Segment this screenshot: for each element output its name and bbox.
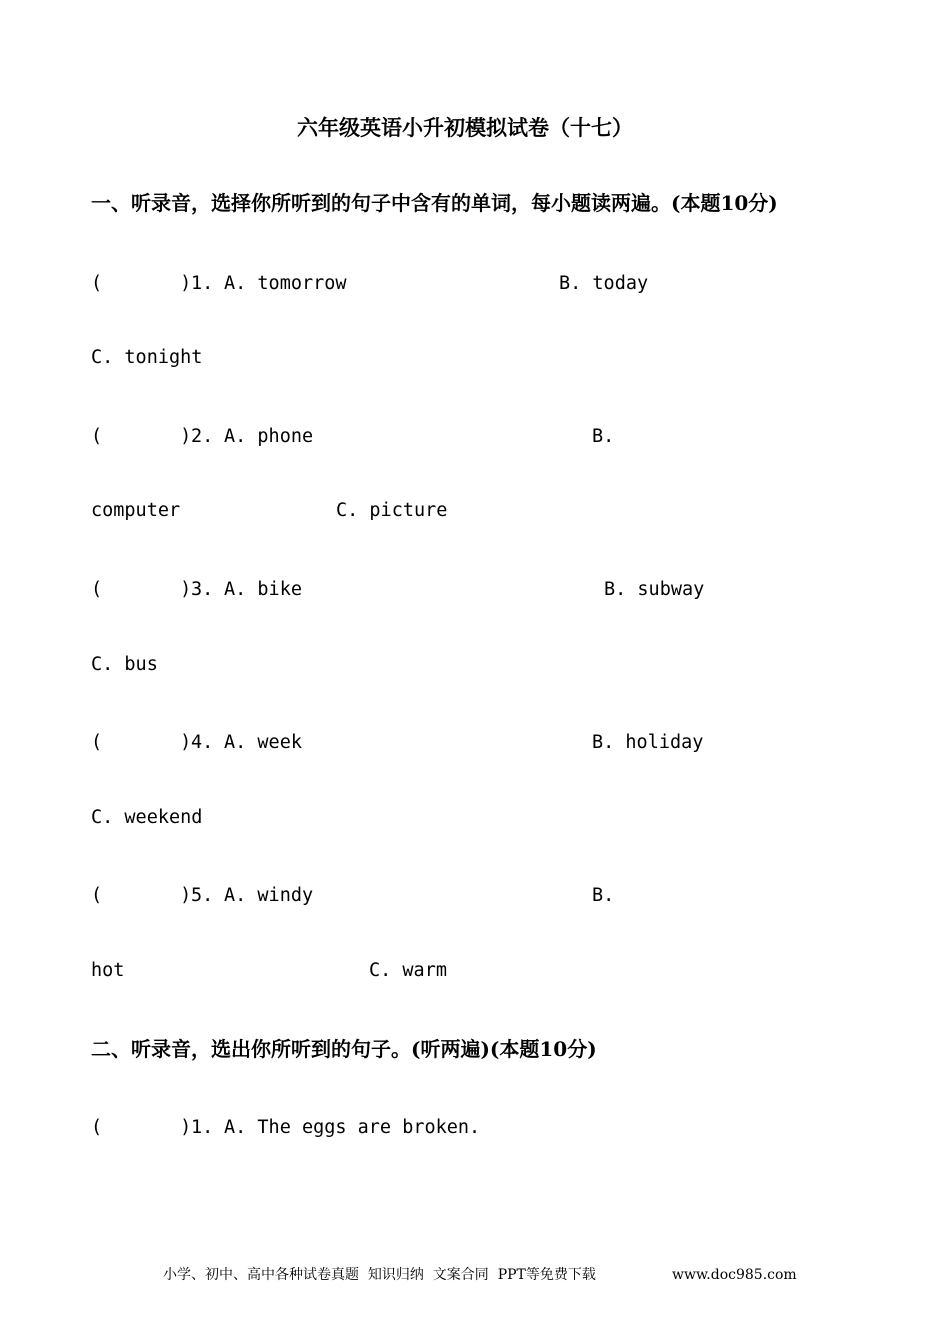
q3-option-a: A. bike (224, 579, 302, 600)
s2-q1-number: 1. (191, 1117, 214, 1138)
q3-option-b: B. subway (604, 579, 705, 600)
q3-option-c: C. bus (91, 654, 158, 675)
s2-q1-option-a: A. The eggs are broken. (224, 1117, 481, 1138)
q2-option-b-word: computer (91, 500, 181, 521)
q2-option-b: B. (592, 426, 615, 447)
s2-q1-answer-bracket: ( ) (91, 1117, 192, 1138)
q2-option-a: A. phone (224, 426, 314, 447)
footer-website: www.doc985.com (672, 1267, 797, 1283)
q1-number: 1. (191, 273, 214, 294)
q2-number: 2. (191, 426, 214, 447)
page-title: 六年级英语小升初模拟试卷（十七） (297, 115, 633, 140)
q1-option-a: A. tomorrow (224, 273, 347, 294)
section-1-heading: 一、听录音，选择你所听到的句子中含有的单词，每小题读两遍。(本题10分) (91, 191, 778, 215)
footer-text: 小学、初中、高中各种试卷真题 知识归纳 文案合同 PPT等免费下载 (163, 1267, 596, 1283)
q5-option-c: C. warm (369, 960, 447, 981)
q5-answer-bracket: ( ) (91, 885, 192, 906)
q3-answer-bracket: ( ) (91, 579, 192, 600)
q5-number: 5. (191, 885, 214, 906)
q5-option-b: B. (592, 885, 615, 906)
q2-answer-bracket: ( ) (91, 426, 192, 447)
q4-number: 4. (191, 732, 214, 753)
q1-option-b: B. today (559, 273, 649, 294)
q4-option-b: B. holiday (592, 732, 704, 753)
q2-option-c: C. picture (336, 500, 448, 521)
q5-option-a: A. windy (224, 885, 314, 906)
q3-number: 3. (191, 579, 214, 600)
q5-option-b-word: hot (91, 960, 125, 981)
section-2-heading: 二、听录音，选出你所听到的句子。(听两遍)(本题10分) (91, 1037, 597, 1061)
q4-option-a: A. week (224, 732, 302, 753)
q4-option-c: C. weekend (91, 807, 203, 828)
q4-answer-bracket: ( ) (91, 732, 192, 753)
q1-option-c: C. tonight (91, 347, 203, 368)
q1-answer-bracket: ( ) (91, 273, 192, 294)
